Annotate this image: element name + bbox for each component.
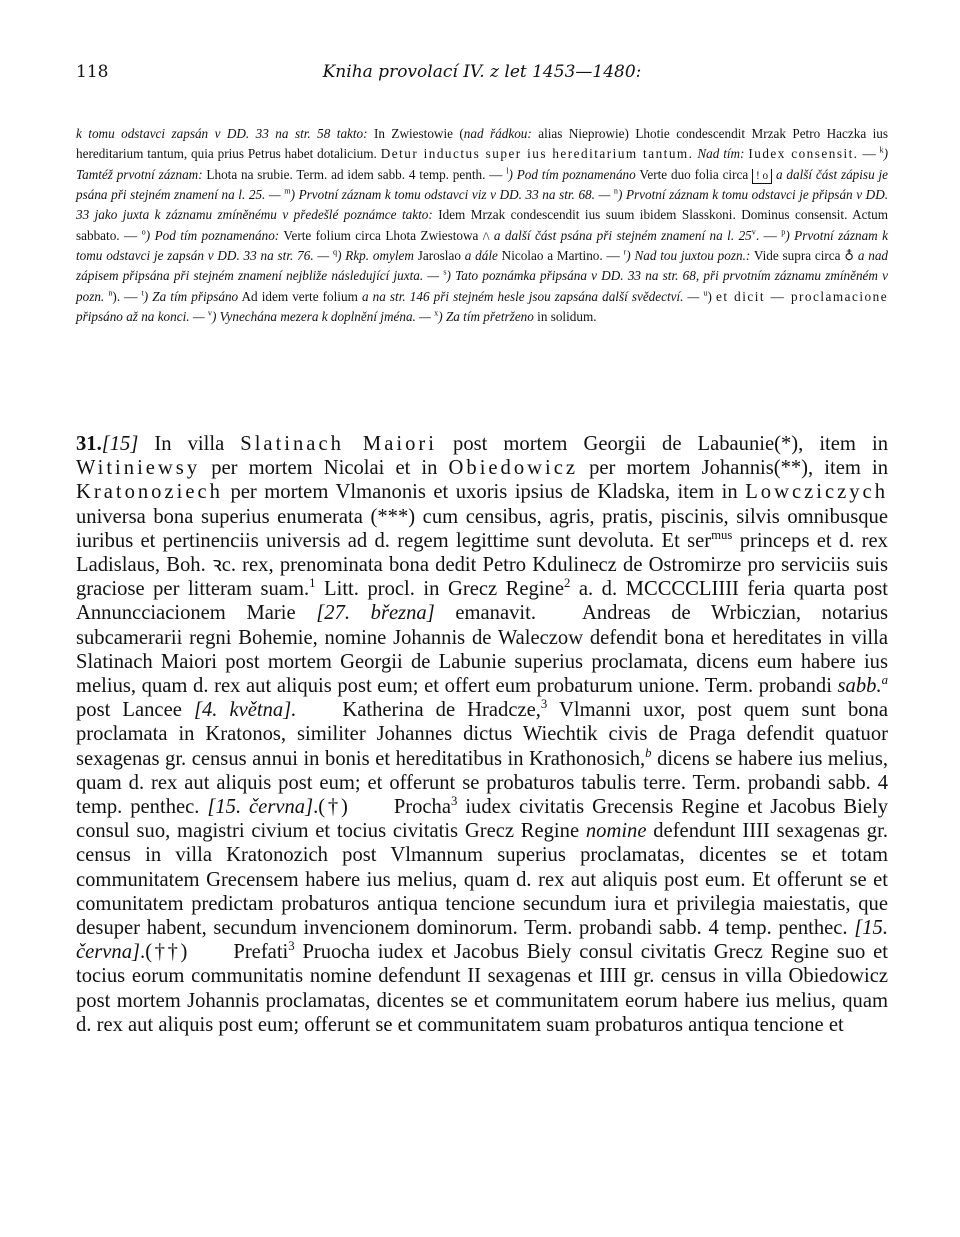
entry-31: 31.[15] In villa Slatinach Maiori post mortem Georgii de Labaunie(*), item in Witiniewsy per mortem Nicolai et in Obiedowicz per mortem Johannis(**), item in Kratonoziech per mortem Vlmanonis et uxoris ipsius de Kladska, item in Lowcziczych universa bona superius enumerata (***) cum censibus, agris, pratis, piscinis, silvis omnibusque iuribus et pertinenciis universis ad d. regem legittime sunt devoluta. Et ser$^{mus}$ princeps et d. rex Ladislaus, Boh. ꝛc. rex, prenominata bona dedit Petro Kdulinecz de Ostromirze pro serviciis suis graciose per litteram suam.$^1$ Litt. procl. in Grecz Regine$^2$ a. d. MCCCCLIIII feria quarta post Annuncciacionem Marie [27. března] emanavit. Andreas de Wrbiczian, notarius subcamerarii regni Bohemie, nomine Johannis de Waleczow defendit bona et hereditates in villa Slatinach Maiori post mortem Georgii de Labunie superius proclamata, dicens eum habere ius melius, quam d. rex aut aliquis post eum; et offert eum probaturum unione. Term. probandi sabb.$^a$ post Lancee [4. května]. Katherina de Hradcze,$^3$ Vlmanni uxor, post quem sunt bona proclamata in Kratonos, similiter Johannes dictus Wiechtik civis de Praga defendit quatuor sexagenas gr. census annui in bonis et hereditatibus in Krathonosich,$^b$ dicens se habere ius melius, quam d. rex aut aliquis post eum; et offerunt se probaturos tabulis terre. Term. probandi sabb. 4 temp. penthec. [15. června].(†) Procha$^3$ iudex civitatis Grecensis Regine et Jacobus Biely consul suo, magistri civium et tocius civitatis Grecz Regine nomine defendunt IIII sexagenas gr. census in villa Kratonozich post Vlmannum superius proclamatas, dicentes se et totam communitatem Grecensem habere ius melius, quam d. rex aut aliquis post eum. Et offerunt se et comunitatem predictam probaturos antiqua tencione secundum iura et privilegia maiestatis, que desuper habent, secundum invencionem dominorum. Term. probandi sabb. 4 temp. penthec. [15. června].(††) Prefati$^3$ Pruocha iudex et Jacobus Biely consul civitatis Grecz Regine suo et tocius eorum communitatis nomine defendunt II sexagenas et IIII gr. census in villa Obiedowicz post mortem Johannis proclamatas, dicentes se et communitatem eorum habere ius melius, quam d. rex aut aliquis post eum; offerunt se et communitatem suam probaturos antiqua tencione et <box>76 433 889 1036</box>
notes-paragraph: k tomu odstavci zapsán v DD. 33 na str. 58 takto: In Zwiestowie (nad řádkou: alias Nieprowie) Lhotie condescendit Mrzak Petro Haczka ius hereditarium tantum, quia prius Petrus habet dotalicium. Detur inductus super ius hereditarium tantum. Nad tím: Iudex consensit. — $^k$) Tamtéž prvotní záznam: Lhota na srubie. Term. ad idem sabb. 4 temp. penth. — $^l$) Pod tím poznamenáno Verte duo folia circa ! o a další část zápisu je psána při stejném znamení na l. 25. — $^m$) Prvotní záznam k tomu odstavci viz v DD. 33 na str. 68. — $^n$) Prvotní záznam k tomu odstavci je připsán v DD. 33 jako juxta k záznamu zmíněnému v předešlé poznámce takto: Idem Mrzak condescendit ius suum ibidem Slasskoni. Dominus consensit. Actum sabbato. — $^o$) Pod tím poznamenáno: Verte folium circa Lhota Zwiestowa /\ a další část psána při stejném znamení na l. 25$^v$. — $^p$) Prvotní záznam k tomu odstavci je zapsán v DD. 33 na str. 76. — $^q$) Rkp. omylem Jaroslao a dále Nicolao a Martino. — $^r$) Nad tou juxtou pozn.: Vide supra circa ♁ a nad zápisem připsána při stejném znamení nejbliže následující juxta. — $^s$) Tato poznámka připsána v DD. 33 na str. 68, při prvotním záznamu zmíněném v pozn. $^n$). — $^t$) Za tím připsáno Ad idem verte folium a na str. 146 při stejném hesle jsou zapsána další svědectví. — $^u$) et dicit — proclamacione připsáno až na konci. — $^v$) Vynechána mezera k doplnění jména. — $^x$) Za tím přetrženo in solidum. <box>76 126 889 325</box>
running-header <box>76 62 888 92</box>
cross-sign-icon: ♁ <box>844 248 854 264</box>
apparatus-notes <box>76 124 888 327</box>
running-title: Kniha provolací IV. z let 1453—1480: <box>322 62 642 82</box>
entry-number: 31. <box>76 433 102 455</box>
bracket-sign-icon: ! o <box>752 169 772 184</box>
triangle-sign-icon: /\ <box>482 228 490 243</box>
main-text <box>76 432 888 1037</box>
page-number: 118 <box>76 62 109 82</box>
